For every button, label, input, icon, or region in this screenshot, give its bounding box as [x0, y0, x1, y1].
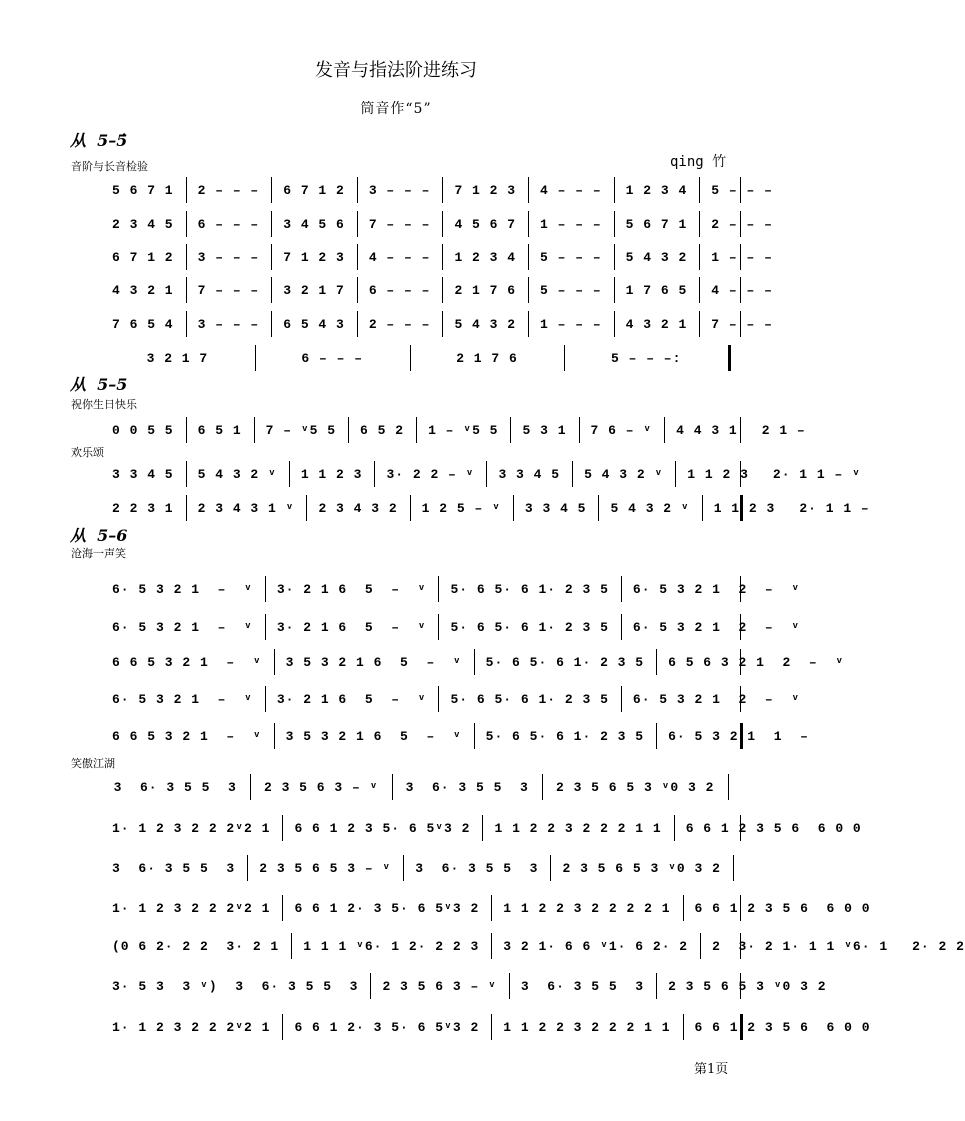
- staff-line: [0, 281, 792, 301]
- bar-line: [528, 177, 529, 203]
- measure: 6 5 6 3 2 1 2 – ᵛ: [668, 655, 845, 670]
- bar-line: [474, 723, 475, 749]
- bar-line: [491, 1014, 492, 1040]
- piece-caption: 祝你生日快乐: [71, 398, 137, 411]
- measure: 2 3 5 6 3 – ᵛ: [263, 780, 379, 795]
- bar-line: [186, 244, 187, 270]
- measure: 2 3 5 6 5 3 ᵛ0 3 2: [668, 979, 827, 994]
- measure: 6 5 1: [197, 423, 242, 438]
- measure: 7 – ᵛ5 5: [265, 423, 337, 438]
- measure: 4 3 2 1: [625, 317, 688, 332]
- bar-line: [740, 723, 743, 749]
- bar-line: [699, 211, 700, 237]
- bar-line: [675, 461, 676, 487]
- measure: 1 2 3 4: [625, 183, 688, 198]
- bar-line: [598, 495, 599, 521]
- bar-line: [442, 244, 443, 270]
- staff-line: [0, 580, 801, 600]
- measure: 7 – – –: [197, 283, 260, 298]
- bar-line: [740, 461, 741, 487]
- measure: 2 – – –: [711, 217, 773, 232]
- measure: 1 – – –: [711, 250, 773, 265]
- measure: 4 5 6 7: [454, 217, 517, 232]
- bar-line: [271, 277, 272, 303]
- bar-line: [438, 576, 439, 602]
- measure: 6· 5 3 2 1 – ᵛ: [112, 582, 253, 597]
- bar-line: [482, 815, 483, 841]
- measure: 6 6 1 2 3 5 6 6 0 0: [694, 1020, 871, 1035]
- piece-caption: 欢乐颂: [71, 446, 104, 459]
- bar-line: [474, 649, 475, 675]
- bar-line: [410, 495, 411, 521]
- measure: 2 3 4 3 2: [318, 501, 398, 516]
- bar-line: [442, 211, 443, 237]
- measure: 2 3 5 6 5 3 ᵛ0 3 2: [562, 861, 721, 876]
- measure: 5· 6 5· 6 1· 2 3 5: [450, 582, 609, 597]
- measure: 5 4 3 2 ᵛ: [610, 501, 690, 516]
- bar-line: [438, 686, 439, 712]
- measure: 2 3· 2 1· 1 1 ᵛ6· 1: [712, 939, 889, 954]
- bar-line: [656, 649, 657, 675]
- measure: 2· 1 1 – ᵛ: [772, 467, 861, 482]
- bar-line: [442, 277, 443, 303]
- measure: 2 1 –: [761, 423, 806, 438]
- bar-line: [621, 614, 622, 640]
- bar-line: [265, 576, 266, 602]
- bar-line: [357, 311, 358, 337]
- bar-line: [186, 461, 187, 487]
- measure: 2 – – –: [197, 183, 260, 198]
- bar-line: [740, 311, 741, 337]
- measure: 3 3 4 5: [498, 467, 561, 482]
- bar-line: [740, 495, 743, 521]
- bar-line: [186, 177, 187, 203]
- measure: 0 0 5 5: [112, 423, 174, 438]
- measure: 1 7 6 5: [625, 283, 688, 298]
- bar-line: [509, 973, 510, 999]
- staff-line: [0, 859, 792, 879]
- measure: 6· 5 3 2 1 2 – ᵛ: [632, 620, 801, 635]
- bar-line: [271, 177, 272, 203]
- bar-line: [740, 177, 741, 203]
- bar-line: [528, 311, 529, 337]
- bar-line: [486, 461, 487, 487]
- measure: 2 1 7 6: [456, 351, 518, 366]
- piece-caption: 音阶与长音检验: [71, 160, 148, 173]
- bar-line: [374, 461, 375, 487]
- measure: 5· 6 5· 6 1· 2 3 5: [485, 729, 645, 744]
- measure: 1 2 3 4: [454, 250, 517, 265]
- measure: 5 4 3 2 ᵛ: [584, 467, 664, 482]
- bar-line: [614, 244, 615, 270]
- measure: 1 1 2 3: [300, 467, 363, 482]
- measure: 5 3 1: [522, 423, 567, 438]
- staff-line: [0, 899, 871, 919]
- bar-line: [186, 211, 187, 237]
- measure: 6 6 5 3 2 1 – ᵛ: [112, 729, 262, 744]
- bar-line: [542, 774, 543, 800]
- staff-line: [0, 421, 806, 441]
- staff-line: [0, 618, 801, 638]
- bar-line: [513, 495, 514, 521]
- bar-line: [370, 973, 371, 999]
- measure: 5· 6 5· 6 1· 2 3 5: [450, 620, 609, 635]
- measure: 3 – – –: [368, 183, 431, 198]
- measure: 1 1 2 3: [713, 501, 776, 516]
- measure: 7 – – –: [368, 217, 431, 232]
- measure: 4 – – –: [540, 183, 602, 198]
- bar-line: [271, 244, 272, 270]
- measure: 1 1 2 2 3 2 2 2 2 1: [503, 901, 671, 916]
- measure: 6 6 1 2 3 5 6 6 0 0: [694, 901, 871, 916]
- measure: 6 5 2: [360, 423, 405, 438]
- bar-line: [186, 417, 187, 443]
- staff-line: [0, 349, 792, 369]
- bar-line: [740, 1014, 743, 1040]
- bar-line: [250, 774, 251, 800]
- bar-line: [442, 177, 443, 203]
- staff-line: [0, 977, 827, 997]
- bar-line: [306, 495, 307, 521]
- measure: 1 – – –: [540, 317, 602, 332]
- staff-line: [0, 1018, 871, 1038]
- bar-line: [614, 211, 615, 237]
- bar-line: [528, 244, 529, 270]
- bar-line: [186, 311, 187, 337]
- bar-line: [282, 815, 283, 841]
- measure: 6 7 1 2: [283, 183, 345, 198]
- bar-line: [740, 686, 741, 712]
- measure: 4 – – –: [711, 283, 773, 298]
- measure: 1 1 2 3: [687, 467, 749, 482]
- bar-line: [357, 244, 358, 270]
- bar-line: [700, 933, 701, 959]
- measure: 7 – – –: [711, 317, 773, 332]
- page-subtitle: 筒音作“5”: [360, 101, 432, 117]
- bar-line: [579, 417, 580, 443]
- measure: 6 6 1 2· 3 5· 6 5ᵛ3 2: [294, 901, 480, 916]
- bar-line: [274, 649, 275, 675]
- measure: 3· 2 2 – ᵛ: [386, 467, 475, 482]
- measure: 6· 5 3 2 1 1 –: [668, 729, 809, 744]
- bar-line: [740, 815, 741, 841]
- measure: 7 1 2 3: [283, 250, 345, 265]
- measure: 3· 2 1 6 5 – ᵛ: [276, 692, 427, 707]
- bar-line: [289, 461, 290, 487]
- measure: 6· 5 3 2 1 – ᵛ: [112, 692, 253, 707]
- bar-line: [247, 855, 248, 881]
- measure: 5 4 3 2: [625, 250, 688, 265]
- bar-line: [528, 277, 529, 303]
- bar-line: [699, 311, 700, 337]
- bar-line: [271, 211, 272, 237]
- staff-line: [0, 215, 792, 235]
- measure: 2 3 4 3 1 ᵛ: [197, 501, 295, 516]
- measure: 6· 5 3 2 1 2 – ᵛ: [632, 582, 801, 597]
- bar-line: [491, 933, 492, 959]
- measure: 6 – – –: [301, 351, 363, 366]
- bar-line: [271, 311, 272, 337]
- measure: 3 – – –: [197, 250, 260, 265]
- measure: 2 3 5 6 5 3 – ᵛ: [259, 861, 392, 876]
- measure: 3 6· 3 5 5 3: [112, 861, 236, 876]
- measure: 1 – ᵛ5 5: [428, 423, 499, 438]
- bar-line: [186, 277, 187, 303]
- bar-line: [614, 311, 615, 337]
- bar-line: [621, 686, 622, 712]
- bar-line: [740, 973, 741, 999]
- measure: 6 7 1 2: [112, 250, 174, 265]
- bar-line: [410, 345, 411, 371]
- staff-line: [0, 499, 870, 519]
- bar-line: [614, 277, 615, 303]
- staff-line: [0, 727, 809, 747]
- staff-line: [0, 937, 965, 957]
- measure: 6· 5 3 2 1 – ᵛ: [112, 620, 253, 635]
- measure: 2 2 3 1: [112, 501, 174, 516]
- measure: 2 3 5 6 5 3 ᵛ0 3 2: [555, 780, 715, 795]
- measure: 5 6 7 1: [112, 183, 174, 198]
- measure: 5 – – –: [711, 183, 773, 198]
- bar-line: [740, 895, 741, 921]
- bar-line: [733, 855, 734, 881]
- bar-line: [550, 855, 551, 881]
- measure: 5· 6 5· 6 1· 2 3 5: [450, 692, 609, 707]
- measure: 1 1 1 ᵛ6· 1 2· 2 2 3: [303, 939, 480, 954]
- bar-line: [656, 723, 657, 749]
- bar-line: [614, 177, 615, 203]
- bar-line: [621, 576, 622, 602]
- measure: 2 – – –: [368, 317, 431, 332]
- bar-line: [740, 211, 741, 237]
- bar-line: [274, 723, 275, 749]
- bar-line: [699, 277, 700, 303]
- measure: 7 6 5 4: [112, 317, 174, 332]
- measure: 2 3 5 6 3 – ᵛ: [382, 979, 497, 994]
- measure: 1 – – –: [540, 217, 602, 232]
- measure: 4 3 2 1: [112, 283, 174, 298]
- measure: 3 6· 3 5 5 3: [405, 780, 529, 795]
- measure: 3 6· 3 5 5 3: [520, 979, 645, 994]
- staff-line: [0, 181, 792, 201]
- staff-line: [0, 653, 845, 673]
- measure: 2 3 4 5: [112, 217, 174, 232]
- bar-line: [664, 417, 665, 443]
- bar-line: [392, 774, 393, 800]
- bar-line: [740, 649, 741, 675]
- measure: 3· 5 3 3 ᵛ) 3 6· 3 5 5 3: [112, 979, 359, 994]
- measure: 5· 6 5· 6 1· 2 3 5: [485, 655, 645, 670]
- staff-line: [0, 248, 792, 268]
- bar-line: [683, 895, 684, 921]
- measure: 3 4 5 6: [283, 217, 345, 232]
- staff-line: [0, 778, 792, 798]
- bar-line: [740, 576, 741, 602]
- measure: 1· 1 2 3 2 2 2ᵛ2 1: [112, 1020, 271, 1035]
- measure: 3 2 1 7: [146, 351, 209, 366]
- bar-line: [265, 686, 266, 712]
- bar-line: [683, 1014, 684, 1040]
- measure: 7 1 2 3: [454, 183, 517, 198]
- measure: 5 4 3 2: [454, 317, 517, 332]
- page-number: 第1页: [694, 1062, 729, 1077]
- measure: 3 2 1 7: [283, 283, 345, 298]
- bar-line: [740, 614, 741, 640]
- measure: 6· 5 3 2 1 2 – ᵛ: [632, 692, 801, 707]
- key-signature: 从 5–5: [70, 375, 128, 394]
- bar-line: [282, 1014, 283, 1040]
- staff-line: [0, 465, 861, 485]
- staff-line: [0, 819, 862, 839]
- bar-line: [357, 277, 358, 303]
- bar-line: [403, 855, 404, 881]
- measure: 5 – – –: [540, 283, 602, 298]
- bar-line: [699, 177, 700, 203]
- measure: 5 4 3 2 ᵛ: [197, 467, 277, 482]
- measure: 3 5 3 2 1 6 5 – ᵛ: [285, 729, 462, 744]
- bar-line: [740, 277, 741, 303]
- measure: 2 1 7 6: [454, 283, 517, 298]
- measure: 5 6 7 1: [625, 217, 688, 232]
- bar-line: [728, 345, 731, 371]
- key-signature: 从 5–5̇: [70, 131, 128, 150]
- bar-line: [357, 177, 358, 203]
- bar-line: [656, 973, 657, 999]
- measure: 6 6 1 2 3 5· 6 5ᵛ3 2: [294, 821, 471, 836]
- measure: 1 1 2 2 3 2 2 2 1 1: [494, 821, 662, 836]
- bar-line: [528, 211, 529, 237]
- measure: 1· 1 2 3 2 2 2ᵛ2 1: [112, 901, 271, 916]
- bar-line: [438, 614, 439, 640]
- bar-line: [416, 417, 417, 443]
- staff-line: [0, 315, 792, 335]
- bar-line: [265, 614, 266, 640]
- measure: 1· 1 2 3 2 2 2ᵛ2 1: [112, 821, 271, 836]
- measure: 4 – – –: [368, 250, 431, 265]
- bar-line: [699, 244, 700, 270]
- measure: 6 6 1 2 3 5 6 6 0 0: [685, 821, 862, 836]
- measure: 3 2 1· 6 6 ᵛ1· 6 2· 2: [503, 939, 689, 954]
- bar-line: [442, 311, 443, 337]
- measure: 5 – – –: [540, 250, 602, 265]
- bar-line: [572, 461, 573, 487]
- measure: 1 2 5 – ᵛ: [421, 501, 501, 516]
- measure: 3 6· 3 5 5 3: [415, 861, 539, 876]
- staff-line: [0, 690, 801, 710]
- bar-line: [186, 495, 187, 521]
- bar-line: [348, 417, 349, 443]
- bar-line: [740, 933, 741, 959]
- bar-line: [491, 895, 492, 921]
- measure: 6 – – –: [368, 283, 431, 298]
- bar-line: [255, 345, 256, 371]
- bar-line: [510, 417, 511, 443]
- measure: 6 5 4 3: [283, 317, 345, 332]
- bar-line: [254, 417, 255, 443]
- page-title: 发音与指法阶进练习: [315, 60, 477, 81]
- measure: 3 3 4 5: [524, 501, 587, 516]
- measure: 3 6· 3 5 5 3: [113, 780, 237, 795]
- piece-caption: 沧海一声笑: [71, 547, 126, 560]
- measure: 6 6 1 2· 3 5· 6 5ᵛ3 2: [294, 1020, 480, 1035]
- measure: 2· 1 1 –: [799, 501, 870, 516]
- bar-line: [702, 495, 703, 521]
- bar-line: [740, 417, 741, 443]
- piece-caption: 笑傲江湖: [71, 757, 115, 770]
- bar-line: [282, 895, 283, 921]
- measure: 1 1 2 2 3 2 2 2 1 1: [503, 1020, 671, 1035]
- measure: 2· 2 2: [912, 939, 965, 954]
- bar-line: [291, 933, 292, 959]
- key-signature: 从 5–6: [70, 526, 128, 545]
- measure: (0 6 2· 2 2 3· 2 1: [112, 939, 280, 954]
- bar-line: [728, 774, 729, 800]
- measure: 3 3 4 5: [112, 467, 174, 482]
- bar-line: [564, 345, 565, 371]
- measure: 6 6 5 3 2 1 – ᵛ: [112, 655, 262, 670]
- measure: 6 – – –: [197, 217, 260, 232]
- measure: 7 6 – ᵛ: [590, 423, 653, 438]
- bar-line: [740, 244, 741, 270]
- measure: 3 5 3 2 1 6 5 – ᵛ: [285, 655, 462, 670]
- bar-line: [357, 211, 358, 237]
- author: qing 竹: [670, 154, 727, 170]
- measure: 3· 2 1 6 5 – ᵛ: [276, 620, 427, 635]
- measure: 5 – – –:: [610, 351, 682, 366]
- measure: 3 – – –: [197, 317, 260, 332]
- measure: 3· 2 1 6 5 – ᵛ: [276, 582, 427, 597]
- bar-line: [674, 815, 675, 841]
- measure: 4 4 3 1: [676, 423, 738, 438]
